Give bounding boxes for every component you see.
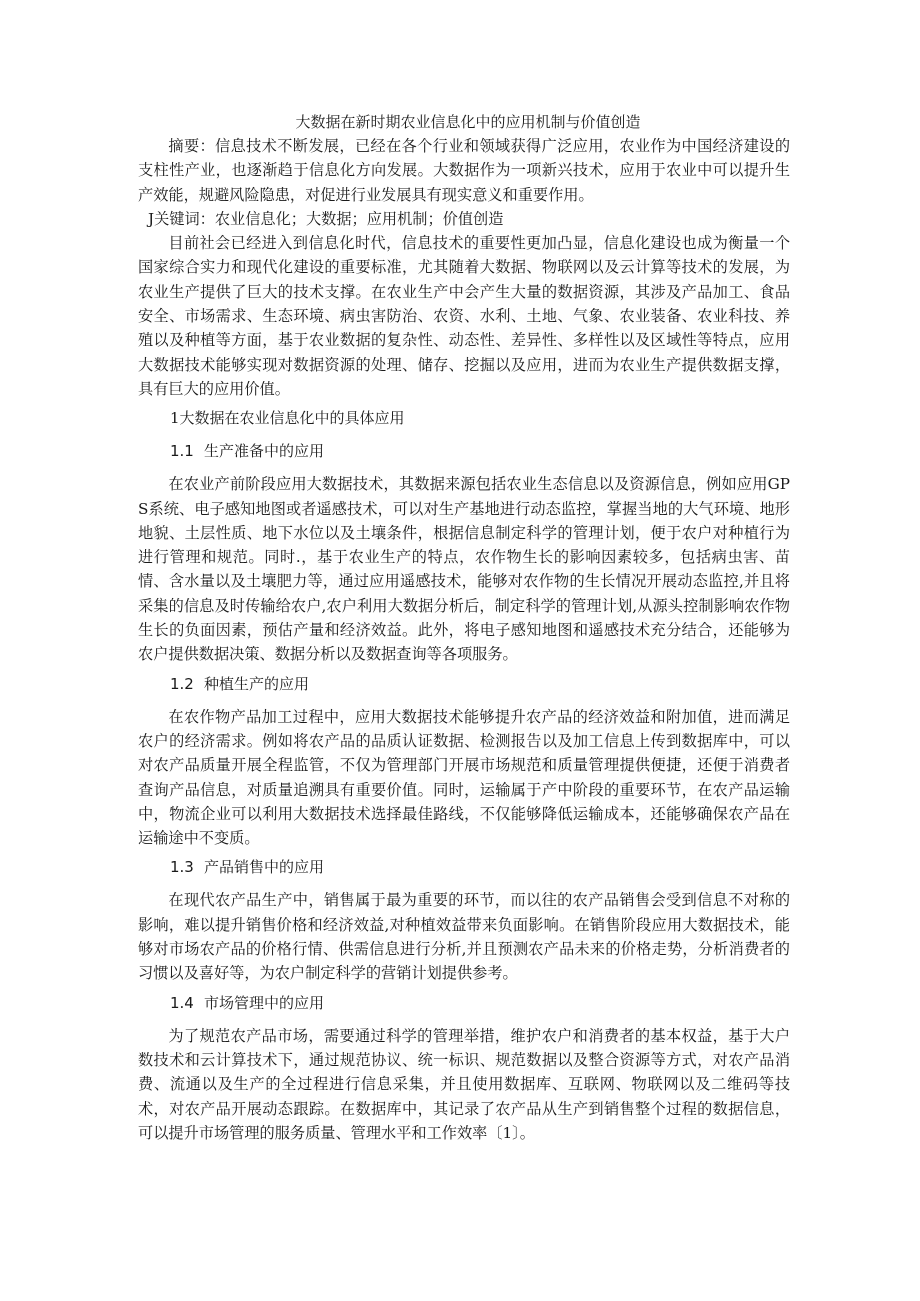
section-title: 市场管理中的应用 (204, 993, 325, 1012)
section-number: 1.1 (170, 442, 194, 461)
intro-paragraph: 目前社会已经进入到信息化时代，信息技术的重要性更加凸显，信息化建设也成为衡量一个国家综合实力和现代化建设的重要标准，尤其随着大数据、物联网以及云计算等技术的发展，为农业生产提供了巨大的技术支撑。在农业生产中会产生大量的数据资源，其涉及产品加工、食品安全、市场需求、生态环境、病虫害防治、农资、水利、土地、气象、农业装备、农业科技、养殖以及种植等方面，基于农业数据的复杂性、动态性、差异性、多样性以及区域性等特点，应用大数据技术能够实现对数据资源的处理、储存、挖掘以及应用，进而为农业生产提供数据支撑，具有巨大的应用价值。 (138, 234, 790, 398)
section-title: 生产准备中的应用 (204, 442, 325, 461)
section-1-1-heading (138, 439, 790, 463)
section-number: 1.4 (170, 993, 194, 1012)
section-1-4-heading (138, 991, 790, 1015)
section-title: 产品销售中的应用 (204, 858, 325, 877)
section-1-3-body: 在现代农产品生产中，销售属于最为重要的环节，而以往的农产品销售会受到信息不对称的影响，难以提升销售价格和经济效益,对种植效益带来负面影响。在销售阶段应用大数据技术，能够对市场农产品的价格行情、供需信息进行分析,并且预测农产品未来的价格走势，分析消费者的习惯以及喜好等，为农户制定科学的营销计划提供参考。 (138, 891, 790, 983)
section-1-3-heading (138, 855, 790, 879)
section-1-2-body: 在农作物产品加工过程中，应用大数据技术能够提升农产品的经济效益和附加值，进而满足农户的经济需求。例如将农产品的品质认证数据、检测报告以及加工信息上传到数据库中，可以对农产品质量开展全程监管，不仅为管理部门开展市场规范和质量管理提供便捷，还便于消费者查询产品信息，对质量追溯具有重要价值。同时，运输属于产中阶段的重要环节，在农产品运输中，物流企业可以利用大数据技术选择最佳路线，不仅能够降低运输成本，还能够确保农产品在运输途中不变质。 (138, 707, 790, 848)
abstract-paragraph: 摘要：信息技术不断发展，已经在各个行业和领域获得广泛应用，农业作为中国经济建设的支柱性产业，也逐渐趋于信息化方向发展。大数据作为一项新兴技术，应用于农业中可以提升生产效能，规避风险隐患，对促进行业发展具有现实意义和重要作用。 (138, 137, 790, 204)
section-1-1-body: 在农业产前阶段应用大数据技术，其数据来源包括农业生态信息以及资源信息，例如应用GPS系统、电子感知地图或者遥感技术，可以对生产基地进行动态监控，掌握当地的大气环境、地形地貌、土层性质、地下水位以及土壤条件，根据信息制定科学的管理计划，便于农户对种植行为进行管理和规范。同时.，基于农业生产的特点，农作物生长的影响因素较多，包括病虫害、苗情、含水量以及土壤肥力等，通过应用遥感技术，能够对农作物的生长情况开展动态监控,并且将采集的信息及时传输给农户,农户利用大数据分析后，制定科学的管理计划,从源头控制影响农作物生长的负面因素，预估产量和经济效益。此外，将电子感知地图和遥感技术充分结合，还能够为农户提供数据决策、数据分析以及数据查询等各项服务。 (138, 475, 790, 664)
section-title: 种植生产的应用 (204, 674, 310, 693)
document-title: 大数据在新时期农业信息化中的应用机制与价值创造 (295, 113, 641, 131)
section-number: 1.3 (170, 858, 194, 877)
section-1-2-heading (138, 672, 790, 696)
section-1-heading (138, 406, 790, 430)
section-1-4-body: 为了规范农产品市场，需要通过科学的管理举措，维护农户和消费者的基本权益，基于大户数技术和云计算技术下，通过规范协议、统一标识、规范数据以及整合资源等方式，对农产品消费、流通以及生产的全过程进行信息采集，并且使用数据库、互联网、物联网以及二维码等技术，对农产品开展动态跟踪。在数据库中，其记录了农产品从生产到销售整个过程的数据信息，可以提升市场管理的服务质量、管理水平和工作效率〔1〕。 (138, 1026, 790, 1142)
section-1-title: 1大数据在农业信息化中的具体应用 (170, 409, 405, 428)
keywords-line: J关键词：农业信息化；大数据；应用机制；价值创造 (148, 209, 504, 228)
section-number: 1.2 (170, 674, 194, 693)
document-page (138, 110, 790, 1145)
